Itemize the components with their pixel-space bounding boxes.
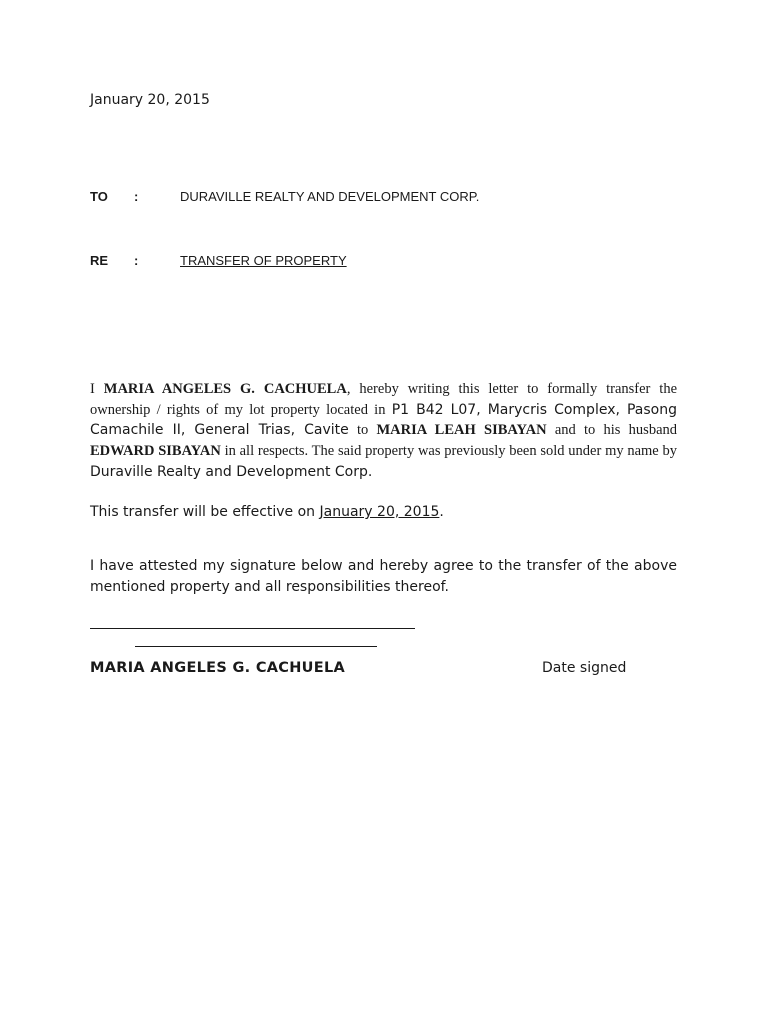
attestation-paragraph: I have attested my signature below and hereby agree to the transfer of the above mentioned property and all responsibilities thereof. (90, 558, 677, 595)
to-word: to (356, 422, 369, 439)
paragraph-text-3: in all respects. The said property was previously been sold under my name by (224, 443, 678, 460)
re-colon: : (134, 253, 139, 268)
to-recipient: DURAVILLE REALTY AND DEVELOPMENT CORP. (180, 189, 480, 204)
effective-date: January 20, 2015 (319, 504, 440, 520)
effective-paragraph (90, 504, 444, 520)
to-label: TO (90, 189, 108, 204)
signer-name: MARIA ANGELES G. CACHUELA (90, 660, 346, 676)
date-signed-label: Date signed (542, 660, 627, 676)
letter-date: January 20, 2015 (90, 92, 210, 108)
effective-period: . (439, 504, 444, 520)
owner-name: MARIA ANGELES G. CACHUELA (103, 381, 347, 397)
recipient-name: MARIA LEAH SIBAYAN (376, 422, 547, 439)
paragraph-text-1: , hereby writing this letter to formally transfer the ownership / rights of my lot property located in (90, 381, 678, 418)
pronoun-text: I (90, 381, 95, 397)
company-name: Duraville Realty and Development Corp. (90, 463, 373, 480)
property-location: P1 B42 L07, Marycris Complex, Pasong Camachile II, General Trias, Cavite (90, 401, 677, 439)
paragraph-text-2: and to his husband (554, 422, 678, 439)
re-subject: TRANSFER OF PROPERTY (180, 253, 347, 268)
husband-name: EDWARD SIBAYAN (90, 443, 221, 460)
re-label: RE (90, 253, 109, 268)
signature-underline (135, 646, 377, 647)
to-colon: : (134, 189, 139, 204)
signature-line (90, 628, 415, 629)
effective-text: This transfer will be effective on (90, 504, 316, 520)
transfer-paragraph (90, 379, 677, 483)
